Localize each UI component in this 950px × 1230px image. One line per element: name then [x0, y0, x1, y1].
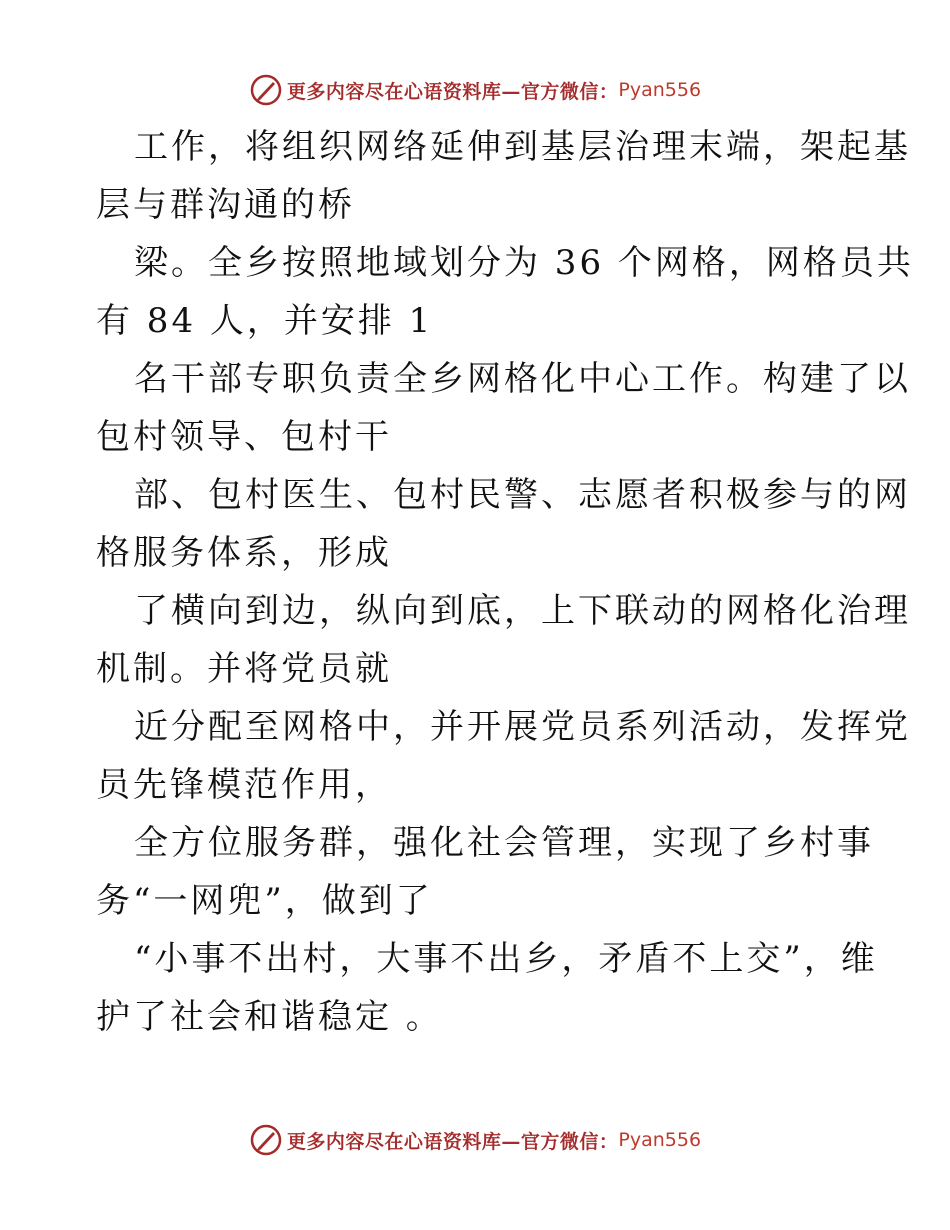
- body-line: 务“一网兜”，做到了: [96, 881, 433, 921]
- body-line: 工作，将组织网络延伸到基层治理末端，架起基: [134, 127, 911, 167]
- body-line: 名干部专职负责全乡网格化中心工作。构建了以: [134, 359, 911, 399]
- body-line: 了横向到边，纵向到底，上下联动的网格化治理: [134, 591, 911, 631]
- quill-pen-logo-icon: [249, 1123, 283, 1157]
- body-line: 格服务体系，形成: [96, 533, 392, 573]
- body-line: 梁。全乡按照地域划分为 36 个网格，网格员共: [134, 243, 914, 283]
- body-line: 护了社会和谐稳定 。: [96, 997, 443, 1037]
- banner-contact: Pyan556: [618, 1129, 702, 1151]
- body-line: 有 84 人，并安排 1: [96, 301, 434, 341]
- header-banner: [0, 70, 950, 110]
- body-line: 包村领导、包村干: [96, 417, 392, 457]
- banner-text: 更多内容尽在心语资料库—官方微信：: [286, 1130, 619, 1153]
- body-line: 层与群沟通的桥: [96, 185, 355, 225]
- body-line: “小事不出村，大事不出乡，矛盾不上交”，维: [134, 939, 878, 979]
- body-line: 员先锋模范作用，: [96, 765, 392, 805]
- banner-text: 更多内容尽在心语资料库—官方微信：: [286, 80, 619, 103]
- quill-pen-logo-icon: [249, 73, 283, 107]
- footer-banner: [0, 1120, 950, 1160]
- document-body: [96, 118, 914, 1046]
- body-line: 机制。并将党员就: [96, 649, 392, 689]
- body-line: 近分配至网格中，并开展党员系列活动，发挥党: [134, 707, 911, 747]
- body-line: 全方位服务群，强化社会管理，实现了乡村事: [134, 823, 874, 863]
- banner-contact: Pyan556: [618, 79, 702, 101]
- body-line: 部、包村医生、包村民警、志愿者积极参与的网: [134, 475, 911, 515]
